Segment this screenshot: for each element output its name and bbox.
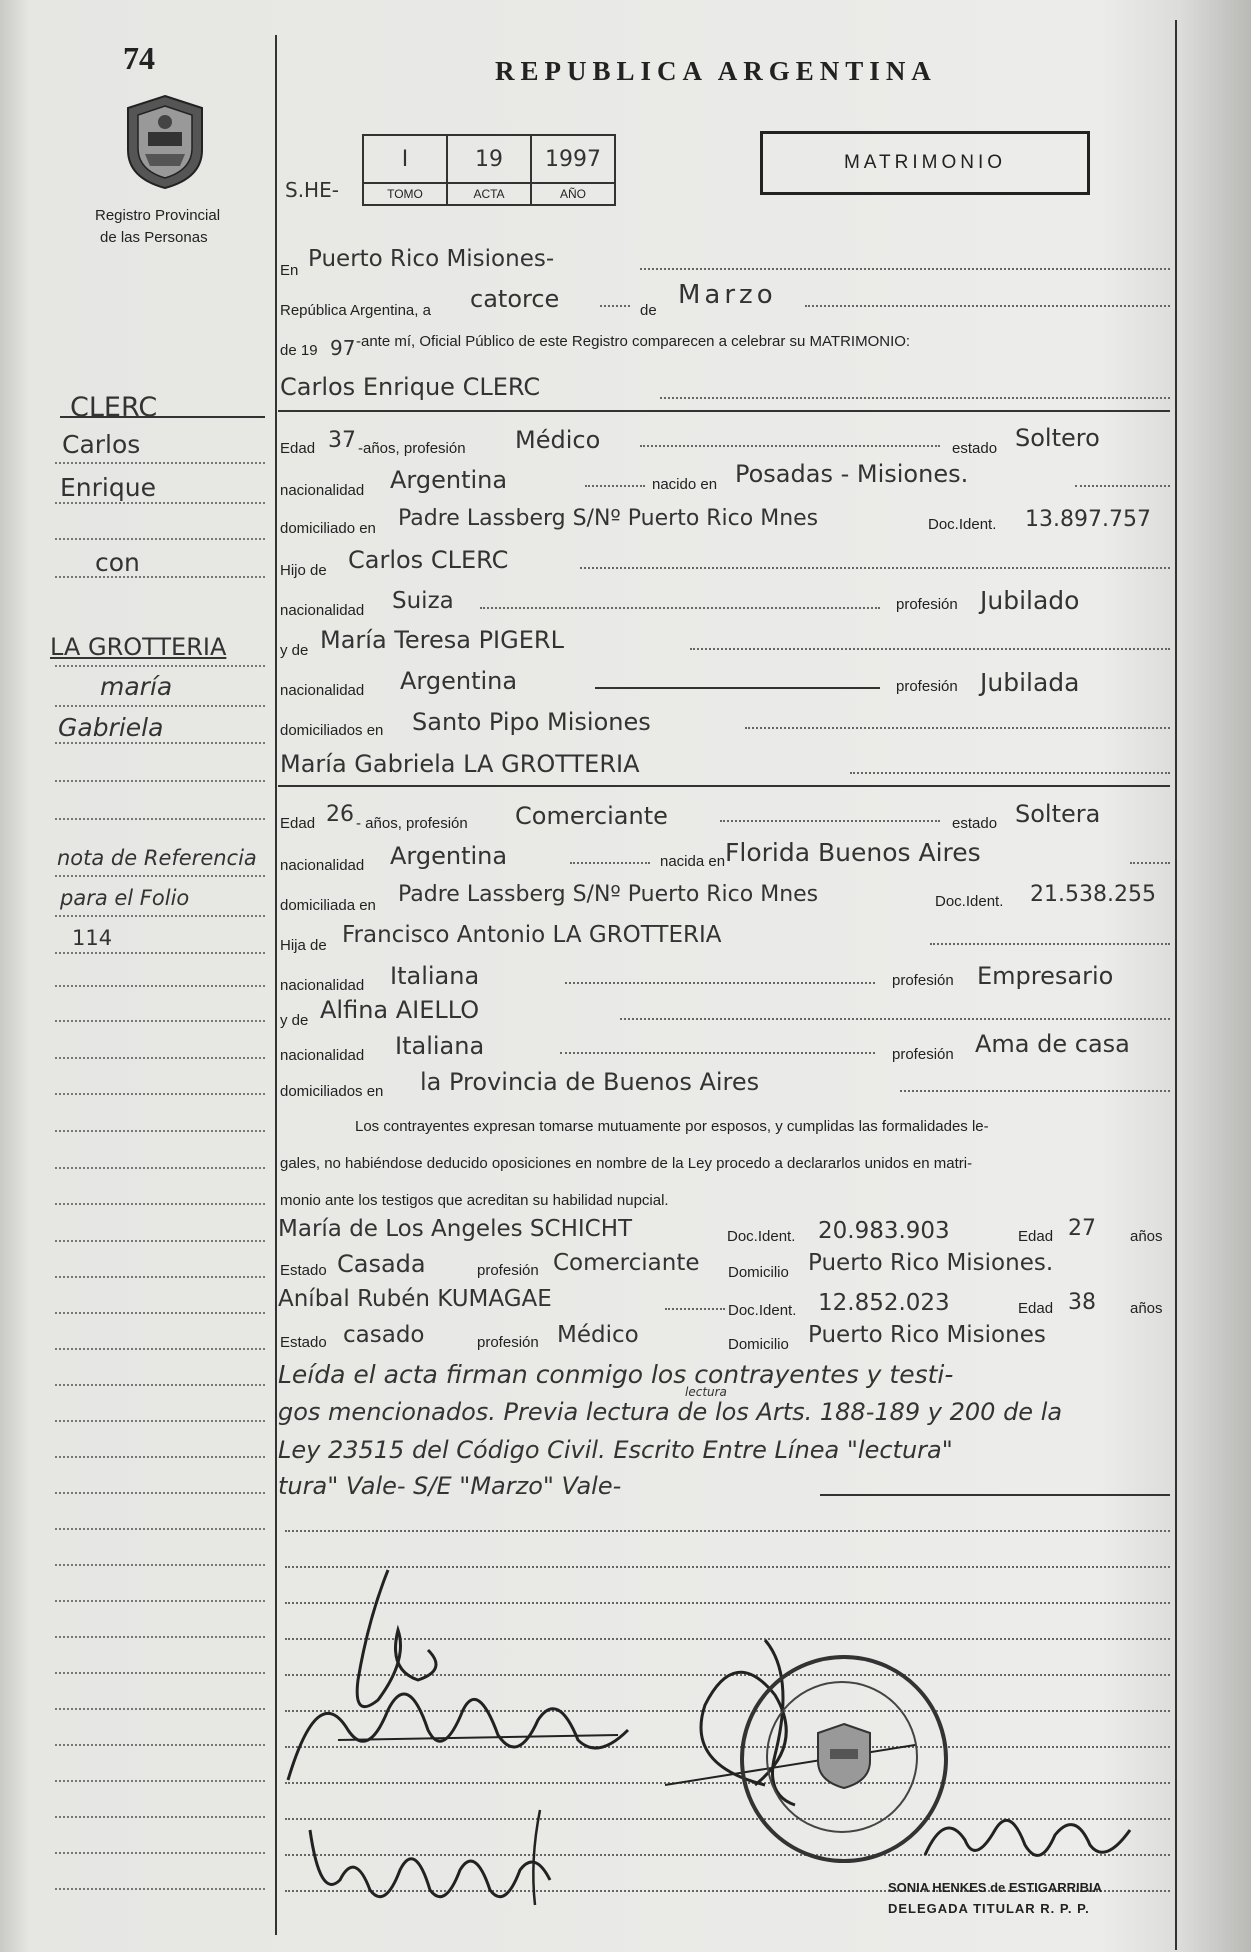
fill-line — [930, 943, 1170, 945]
day-value: catorce — [470, 285, 560, 313]
groom-y-de-label: y de — [280, 642, 309, 659]
tomo-acta-ano-table — [362, 134, 616, 206]
official-seal — [740, 1655, 948, 1863]
bride-y-de-label: y de — [280, 1012, 309, 1029]
bride-mother-nat-label: nacionalidad — [280, 1047, 365, 1064]
margin-groom-name1: Carlos — [62, 430, 141, 459]
closing-line1: Leída el acta firman conmigo los contrayentes y testi- — [278, 1360, 954, 1389]
fill-line — [480, 607, 880, 609]
margin-line — [55, 665, 265, 667]
margin-underline — [60, 416, 265, 418]
year-prefix: de 19 — [280, 342, 318, 359]
registry-name-line2: de las Personas — [100, 229, 208, 246]
margin-line — [55, 1708, 265, 1710]
fill-line — [850, 772, 1170, 774]
margin-line — [55, 1456, 265, 1458]
closing-line4: tura" Vale- S/E "Marzo" Vale- — [278, 1472, 622, 1500]
witness1-anos-label: años — [1130, 1228, 1163, 1245]
margin-line — [55, 1093, 265, 1095]
fill-line — [1075, 485, 1170, 487]
fill-line — [565, 982, 875, 984]
de-label: de — [640, 302, 657, 319]
margin-line — [55, 1564, 265, 1566]
margin-line — [55, 952, 265, 954]
closing-line3: Ley 23515 del Código Civil. Escrito Entre Línea "lectura" — [278, 1436, 953, 1464]
officiant-text: -ante mí, Oficial Público de este Registro comparecen a celebrar su MATRIMONIO: — [356, 333, 911, 350]
closing-interlinear: lectura — [685, 1385, 727, 1399]
signature-bride — [300, 1790, 560, 1920]
witness1-doc-number: 20.983.903 — [818, 1218, 950, 1244]
margin-rule — [275, 35, 277, 1935]
tomo-label: TOMO — [363, 183, 447, 205]
bride-mother-profession: Ama de casa — [975, 1030, 1130, 1058]
witness1-age: 27 — [1068, 1216, 1096, 1241]
witness2-civil-state: casado — [343, 1322, 425, 1348]
groom-father-profession: Jubilado — [980, 586, 1080, 615]
closing-line2: gos mencionados. Previa lectura de los Arts. 188-189 y 200 de la — [278, 1398, 1063, 1426]
margin-line — [55, 1636, 265, 1638]
bride-doc-label: Doc.Ident. — [935, 893, 1004, 910]
bride-age: 26 — [326, 802, 354, 827]
bride-hija-label: Hija de — [280, 937, 327, 954]
fill-line — [805, 305, 1170, 307]
margin-line — [55, 1020, 265, 1022]
witness1-name: María de Los Angeles SCHICHT — [278, 1216, 633, 1242]
en-label: En — [280, 262, 299, 279]
witness1-profession: Comerciante — [553, 1250, 700, 1276]
margin-line — [55, 1672, 265, 1674]
document-title: REPUBLICA ARGENTINA — [495, 56, 937, 86]
groom-hijo-label: Hijo de — [280, 562, 327, 579]
margin-line — [55, 915, 265, 917]
bride-father-nationality: Italiana — [390, 962, 480, 990]
margin-line — [55, 1240, 265, 1242]
bride-mother: Alfina AIELLO — [320, 996, 480, 1024]
fill-line — [900, 1090, 1170, 1092]
groom-edad-label: Edad — [280, 440, 316, 457]
groom-doc-label: Doc.Ident. — [928, 516, 997, 533]
groom-civil-state: Soltero — [1015, 424, 1100, 452]
place-value: Puerto Rico Misiones- — [308, 246, 555, 272]
witness1-estado-label: Estado — [280, 1262, 327, 1279]
margin-line — [55, 1057, 265, 1059]
bride-parents-address: la Provincia de Buenos Aires — [420, 1068, 760, 1096]
margin-line — [55, 985, 265, 987]
margin-line — [55, 875, 265, 877]
signature-officer — [915, 1800, 1145, 1880]
bride-mother-nationality: Italiana — [395, 1032, 485, 1060]
groom-nationality: Argentina — [390, 466, 508, 494]
bride-birthplace: Florida Buenos Aires — [725, 838, 981, 867]
margin-line — [55, 1744, 265, 1746]
bride-anos-prof-label: - años, profesión — [356, 815, 468, 832]
groom-nacionalidad-label: nacionalidad — [280, 482, 365, 499]
witness2-address: Puerto Rico Misiones — [808, 1322, 1046, 1348]
republic-label: República Argentina, a — [280, 302, 431, 319]
witness1-civil-state: Casada — [337, 1250, 426, 1278]
section-rule — [278, 410, 1170, 412]
groom-parents-address: Santo Pipo Misiones — [412, 708, 651, 736]
bride-estado-label: estado — [952, 815, 998, 832]
margin-line — [55, 1816, 265, 1818]
witness2-doc-label: Doc.Ident. — [728, 1302, 797, 1319]
groom-father: Carlos CLERC — [348, 546, 509, 574]
fill-line — [600, 305, 630, 307]
groom-domicilio-label: domiciliado en — [280, 520, 376, 537]
tomo-value: I — [363, 135, 447, 183]
groom-anos-prof-label: -años, profesión — [358, 440, 466, 457]
margin-line — [55, 538, 265, 540]
ano-value: 1997 — [531, 135, 615, 183]
margin-line — [55, 1492, 265, 1494]
fill-line — [620, 1018, 1170, 1020]
groom-birthplace: Posadas - Misiones. — [735, 460, 969, 488]
acta-value: 19 — [447, 135, 531, 183]
margin-line — [55, 1203, 265, 1205]
fill-line — [595, 687, 880, 689]
fill-line — [720, 820, 940, 822]
margin-con: con — [95, 548, 140, 577]
witness2-prof-label: profesión — [477, 1334, 539, 1351]
fill-line — [585, 485, 645, 487]
margin-bride-name1: maría — [100, 672, 173, 701]
margin-line — [55, 1600, 265, 1602]
margin-groom-surname: CLERC — [70, 392, 158, 423]
bride-father: Francisco Antonio LA GROTTERIA — [342, 922, 722, 948]
groom-profession: Médico — [515, 426, 601, 454]
fill-line — [690, 648, 1170, 650]
margin-line — [55, 1348, 265, 1350]
margin-line — [55, 502, 265, 504]
margin-line — [55, 818, 265, 820]
fill-line — [580, 567, 1170, 569]
fill-line — [560, 1052, 875, 1054]
bride-civil-state: Soltera — [1015, 800, 1101, 828]
fill-line — [570, 862, 650, 864]
witness2-dom-label: Domicilio — [728, 1336, 789, 1353]
fill-line — [640, 268, 1170, 270]
groom-full-name: Carlos Enrique CLERC — [280, 373, 541, 401]
seal-emblem-icon — [814, 1721, 874, 1791]
section-rule — [278, 785, 1170, 787]
witness1-dom-label: Domicilio — [728, 1264, 789, 1281]
witness2-anos-label: años — [1130, 1300, 1163, 1317]
bride-full-name: María Gabriela LA GROTTERIA — [280, 750, 640, 778]
closing-end-line — [820, 1494, 1170, 1496]
witness2-edad-label: Edad — [1018, 1300, 1054, 1317]
groom-nacido-label: nacido en — [652, 476, 718, 493]
declaration-line2: gales, no habiéndose deducido oposiciones en nombre de la Ley procedo a declararlos unidos en matri- — [280, 1155, 973, 1172]
groom-father-prof-label: profesión — [896, 596, 958, 613]
margin-line — [55, 1528, 265, 1530]
margin-line — [55, 1167, 265, 1169]
bride-father-profession: Empresario — [977, 962, 1114, 990]
declaration-line3: monio ante los testigos que acreditan su habilidad nupcial. — [280, 1192, 669, 1209]
witness2-doc-number: 12.852.023 — [818, 1290, 950, 1316]
bride-nationality: Argentina — [390, 842, 508, 870]
groom-mother-prof-label: profesión — [896, 678, 958, 695]
registry-name-line1: Registro Provincial — [95, 207, 221, 224]
groom-mother-profession: Jubilada — [980, 668, 1080, 697]
witness1-doc-label: Doc.Ident. — [727, 1228, 796, 1245]
fill-line — [1130, 862, 1170, 864]
groom-doc-number: 13.897.757 — [1025, 507, 1151, 532]
margin-line — [55, 742, 265, 744]
month-value: Marzo — [678, 280, 777, 310]
groom-mother-nat-label: nacionalidad — [280, 682, 365, 699]
witness2-estado-label: Estado — [280, 1334, 327, 1351]
act-type-box — [760, 131, 1090, 195]
fill-line — [745, 727, 1170, 729]
margin-note-line2: para el Folio — [60, 886, 190, 910]
margin-line — [55, 1420, 265, 1422]
margin-line — [55, 1852, 265, 1854]
registry-emblem-icon — [120, 92, 210, 192]
groom-estado-label: estado — [952, 440, 998, 457]
groom-father-nationality: Suiza — [392, 588, 454, 614]
witness2-name: Aníbal Rubén KUMAGAE — [278, 1286, 552, 1312]
bride-parents-dom-label: domiciliados en — [280, 1083, 384, 1100]
margin-bride-name2: Gabriela — [58, 713, 164, 742]
witness2-age: 38 — [1068, 1290, 1096, 1315]
bride-father-prof-label: profesión — [892, 972, 954, 989]
acta-label: ACTA — [447, 183, 531, 205]
margin-line — [55, 1888, 265, 1890]
bride-nacida-label: nacida en — [660, 853, 726, 870]
fill-line — [660, 397, 1170, 399]
bride-doc-number: 21.538.255 — [1030, 882, 1156, 907]
margin-line — [55, 1384, 265, 1386]
margin-line — [55, 780, 265, 782]
witness1-address: Puerto Rico Misiones. — [808, 1250, 1054, 1276]
bride-address: Padre Lassberg S/Nº Puerto Rico Mnes — [398, 882, 819, 907]
witness2-profession: Médico — [557, 1322, 639, 1348]
bride-profession: Comerciante — [515, 802, 668, 830]
year-suffix: 97 — [330, 336, 356, 360]
officer-title: DELEGADA TITULAR R. P. P. — [888, 1901, 1090, 1916]
groom-mother: María Teresa PIGERL — [320, 626, 564, 654]
margin-line — [55, 1130, 265, 1132]
bride-father-nat-label: nacionalidad — [280, 977, 365, 994]
bride-edad-label: Edad — [280, 815, 316, 832]
groom-parents-dom-label: domiciliados en — [280, 722, 384, 739]
right-rule — [1175, 20, 1177, 1950]
ano-label: AÑO — [531, 183, 615, 205]
bride-mother-prof-label: profesión — [892, 1046, 954, 1063]
fill-line — [640, 445, 940, 447]
signature-groom — [278, 1560, 638, 1820]
groom-mother-nationality: Argentina — [400, 667, 518, 695]
officer-name: SONIA HENKES de ESTIGARRIBIA — [888, 1880, 1103, 1895]
bride-nacionalidad-label: nacionalidad — [280, 857, 365, 874]
margin-line — [55, 705, 265, 707]
margin-line — [55, 576, 265, 578]
margin-bride-surname: LA GROTTERIA — [50, 633, 227, 661]
margin-note-line3: 114 — [72, 926, 113, 950]
margin-line — [55, 462, 265, 464]
declaration-line1: Los contrayentes expresan tomarse mutuamente por esposos, y cumplidas las formalidades le- — [355, 1118, 989, 1135]
act-type: MATRIMONIO — [843, 152, 1007, 173]
bride-domicilio-label: domiciliada en — [280, 897, 376, 914]
office-code: S.HE- — [285, 178, 339, 202]
witness1-prof-label: profesión — [477, 1262, 539, 1279]
margin-groom-name2: Enrique — [60, 473, 156, 502]
page-number: 74 — [123, 40, 155, 76]
body-line — [285, 1530, 1170, 1532]
margin-line — [55, 1780, 265, 1782]
margin-note-line1: nota de Referencia — [57, 846, 257, 870]
margin-line — [55, 1276, 265, 1278]
fill-line — [665, 1308, 725, 1310]
witness1-edad-label: Edad — [1018, 1228, 1054, 1245]
margin-line — [55, 1312, 265, 1314]
groom-address: Padre Lassberg S/Nº Puerto Rico Mnes — [398, 506, 819, 531]
groom-age: 37 — [328, 428, 356, 453]
groom-father-nat-label: nacionalidad — [280, 602, 365, 619]
